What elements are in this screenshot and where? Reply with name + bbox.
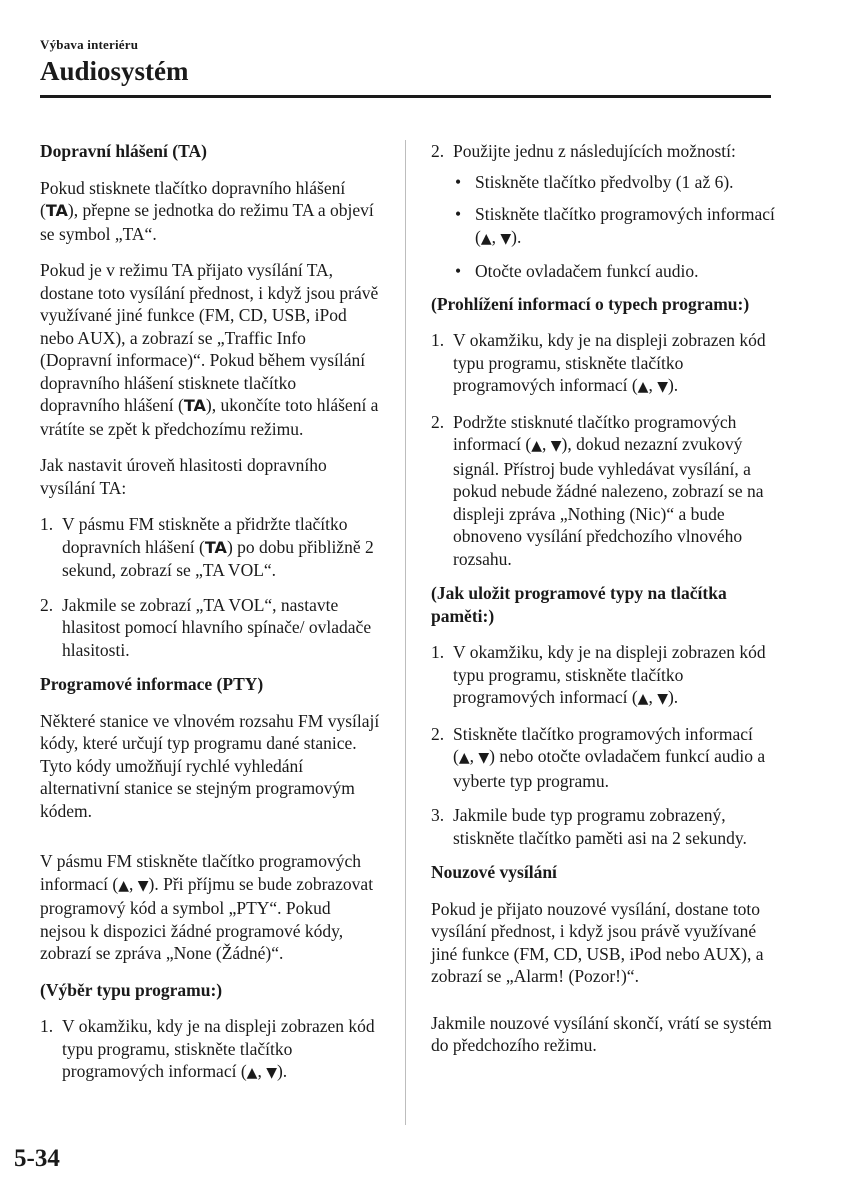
list-item	[453, 171, 776, 194]
step-number: 3.	[431, 805, 445, 825]
ta-paragraph-3: Jak nastavit úroveň hlasitosti dopravního vysílání TA:	[40, 455, 327, 498]
list-item	[431, 723, 776, 793]
select-heading: (Výběr typu programu:)	[40, 979, 223, 1000]
ta-p2-after: ), ukončíte toto hlášení a vrátíte se zpět k předchozímu režimu.	[40, 395, 379, 439]
bullet3-text: Otočte ovladačem funkcí audio.	[475, 261, 699, 281]
pty-p2-after: ). Při příjmu se bude zobrazovat programový kód a symbol „PTY“. Pokud nejsou k dispozici žádné programové kódy, zobrazí se zpráva „None (Žádné)“.	[40, 873, 374, 963]
step-number: 2.	[431, 723, 445, 744]
ta-step1-before: V pásmu FM stiskněte a přidržte tlačítko dopravních hlášení (	[62, 514, 348, 557]
step-number: 1.	[40, 1016, 54, 1036]
pty-paragraph-1: Některé stanice ve vlnovém rozsahu FM vysílají kódy, které určují typ programu dané stanice. Tyto kódy umožňují rychlé vyhledání alternativní stanice se stejným programovým kódem.	[40, 710, 380, 821]
ta-heading: Dopravní hlášení (TA)	[40, 141, 207, 161]
store-step2-before: Stiskněte tlačítko programových informací (	[453, 723, 753, 766]
page-number: 5-34	[14, 1145, 60, 1172]
up-arrow-icon: ▲	[458, 750, 470, 766]
bullet2-after: ).	[511, 226, 522, 247]
browse-step1-before: V okamžiku, kdy je na displeji zobrazen kód typu programu, stiskněte tlačítko programových informací (	[453, 330, 766, 395]
down-arrow-icon: ▼	[657, 379, 668, 395]
down-arrow-icon: ▼	[550, 438, 562, 454]
separator: ,	[648, 375, 658, 395]
down-arrow-icon: ▼	[478, 750, 490, 766]
list-item	[431, 804, 776, 849]
emergency-paragraph-1: Pokud je přijato nouzové vysílání, dostane toto vysílání přednost, i když jsou právě využívané jiné funkce (FM, CD, USB, iPod nebo AUX), a zobrazí se „Alarm! (Pozor!)“.	[431, 898, 764, 986]
step-number: 2.	[40, 594, 54, 615]
step-number: 2.	[431, 411, 445, 432]
list-item	[431, 411, 776, 571]
section-label: Výbava interiéru	[40, 37, 139, 52]
list-item	[431, 641, 776, 711]
ta-paragraph-2	[40, 259, 380, 440]
column-divider	[405, 140, 406, 1125]
right-column	[431, 140, 776, 1071]
ta-p1-before: Pokud stisknete tlačítko dopravního hlášení (	[40, 177, 346, 220]
up-arrow-icon: ▲	[531, 438, 543, 454]
list-item	[40, 1015, 380, 1085]
emergency-heading: Nouzové vysílání	[431, 862, 557, 882]
list-item	[431, 140, 776, 163]
pty-heading: Programové informace (PTY)	[40, 674, 264, 694]
list-item	[40, 594, 380, 662]
store-step2-after: ) nebo otočte ovladačem funkcí audio a vyberte typ programu.	[453, 746, 766, 791]
bullet-dot: •	[455, 204, 462, 224]
ta-p1-after: ), přepne se jednotka do režimu TA a objeví se symbol „TA“.	[40, 200, 374, 244]
ta-paragraph-1	[40, 177, 380, 246]
browse-step2-before: Podržte stisknuté tlačítko programových informací (	[453, 411, 737, 454]
down-arrow-icon: ▼	[657, 691, 668, 707]
up-arrow-icon: ▲	[480, 230, 492, 247]
title-rule	[40, 95, 771, 98]
list-item	[453, 260, 776, 283]
browse-step2-after: ), dokud nezazní zvukový signál. Přístroj bude vyhledávat vysílání, a pokud nebude žádné nalezeno, zobrazí se na displeji zpráva „Nothing (Nic)“ a bude obnoveno vysílání předchozího vlnového rozsahu.	[453, 434, 764, 569]
store-step1-after: ).	[667, 687, 679, 707]
select-step1-before: V okamžiku, kdy je na displeji zobrazen kód typu programu, stiskněte tlačítko programových informací (	[62, 1016, 375, 1081]
bullet2-before: Stiskněte tlačítko programových informací (	[475, 204, 775, 247]
select-step1-after: ).	[276, 1061, 288, 1081]
step-number: 1.	[431, 642, 445, 662]
bullet1-text: Stiskněte tlačítko předvolby (1 až 6).	[475, 171, 734, 192]
up-arrow-icon: ▲	[637, 379, 649, 395]
store-heading: (Jak uložit programové typy na tlačítka paměti:)	[431, 583, 727, 626]
store-step3-text: Jakmile bude typ programu zobrazený, stiskněte tlačítko paměti asi na 2 sekundy.	[453, 805, 747, 848]
up-arrow-icon: ▲	[246, 1065, 258, 1081]
options-list	[453, 171, 776, 283]
select-step2-text: Použijte jednu z následujících možností:	[453, 141, 736, 161]
store-step1-before: V okamžiku, kdy je na displeji zobrazen kód typu programu, stiskněte tlačítko programových informací (	[453, 642, 766, 707]
up-arrow-icon: ▲	[118, 877, 130, 894]
step-number: 2.	[431, 141, 445, 161]
step-number: 1.	[431, 330, 445, 350]
down-arrow-icon: ▼	[266, 1065, 277, 1081]
ta-button-icon: TA	[45, 201, 68, 220]
bullet-dot: •	[455, 261, 462, 281]
browse-step1-after: ).	[667, 375, 679, 395]
ta-step1-after: ) po dobu přibližně 2 sekund, zobrazí se „TA VOL“.	[62, 536, 374, 580]
ta-button-icon: TA	[183, 396, 206, 415]
separator: ,	[491, 226, 501, 247]
browse-heading: (Prohlížení informací o typech programu:)	[431, 293, 750, 314]
step-number: 1.	[40, 514, 54, 534]
up-arrow-icon: ▲	[637, 691, 649, 707]
ta-button-icon: TA	[204, 537, 227, 557]
separator: ,	[257, 1061, 267, 1081]
list-item	[40, 513, 380, 582]
separator: ,	[542, 434, 551, 454]
emergency-paragraph-2: Jakmile nouzové vysílání skončí, vrátí se systém do předchozího režimu.	[431, 1012, 772, 1055]
down-arrow-icon: ▼	[137, 877, 149, 894]
left-column	[40, 140, 380, 1097]
pty-p2-before: V pásmu FM stiskněte tlačítko programových informací (	[40, 851, 361, 894]
page-title: Audiosystém	[40, 56, 189, 86]
pty-paragraph-2	[40, 850, 380, 965]
separator: ,	[129, 873, 138, 894]
list-item	[453, 203, 776, 250]
bullet-dot: •	[455, 171, 462, 192]
list-item	[431, 329, 776, 399]
down-arrow-icon: ▼	[500, 230, 512, 247]
separator: ,	[648, 687, 658, 707]
ta-step2-text: Jakmile se zobrazí „TA VOL“, nastavte hlasitost pomocí hlavního spínače/ ovladače hlasitosti.	[62, 594, 372, 660]
separator: ,	[469, 746, 479, 766]
ta-p2-before: Pokud je v režimu TA přijato vysílání TA, dostane toto vysílání přednost, i když jsou právě využívané jiné funkce (FM, CD, USB, iPod nebo AUX), a zobrazí se „Traffic Info (Dopravní informace)“. Pokud během vysílání dopravního hlášení stisknete tlačítko dopravního hlášení (	[40, 260, 379, 415]
